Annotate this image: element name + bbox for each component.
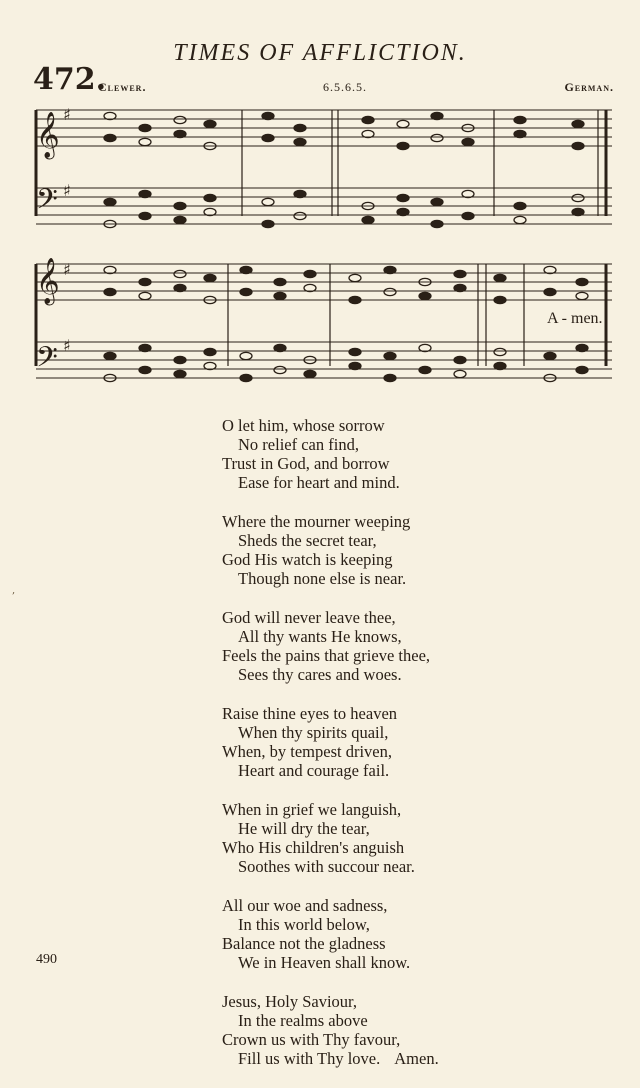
note-head xyxy=(454,356,466,363)
note-head xyxy=(304,370,316,377)
verse-line: Sheds the secret tear, xyxy=(238,531,377,550)
note-heads xyxy=(104,112,588,381)
note-head xyxy=(454,370,466,377)
note-head xyxy=(174,270,186,277)
note-head xyxy=(349,274,361,281)
note-head xyxy=(514,216,526,223)
note-head xyxy=(174,116,186,123)
verse-line: We in Heaven shall know. xyxy=(238,953,411,972)
note-head xyxy=(274,278,286,285)
key-signature-icon: ♯ xyxy=(63,336,71,355)
note-head xyxy=(419,366,431,373)
note-head xyxy=(572,142,584,149)
note-head xyxy=(240,374,252,381)
note-head xyxy=(397,208,409,215)
note-head xyxy=(262,198,274,205)
tune-source: German. xyxy=(564,80,614,94)
note-head xyxy=(304,270,316,277)
stanza xyxy=(222,512,439,588)
note-head xyxy=(544,288,556,295)
note-head xyxy=(494,362,506,369)
note-head xyxy=(349,348,361,355)
hymn-verses xyxy=(222,416,439,1088)
stanza xyxy=(222,416,439,492)
note-head xyxy=(294,124,306,131)
tune-meter: 6.5.6.5. xyxy=(323,80,367,94)
note-head xyxy=(204,120,216,127)
note-head xyxy=(397,194,409,201)
note-head xyxy=(514,202,526,209)
note-head xyxy=(494,348,506,355)
verse-line: Though none else is near. xyxy=(238,569,407,588)
note-head xyxy=(174,370,186,377)
note-head xyxy=(349,296,361,303)
note-head xyxy=(274,366,286,373)
note-head xyxy=(362,116,374,123)
note-head xyxy=(262,112,274,119)
note-head xyxy=(431,220,443,227)
note-head xyxy=(104,288,116,295)
verse-line: Where the mourner weeping xyxy=(222,512,411,531)
note-head xyxy=(262,220,274,227)
note-head xyxy=(139,124,151,131)
verse-line: Balance not the gladness xyxy=(222,934,386,953)
note-head xyxy=(294,190,306,197)
hymn-number: 472. xyxy=(33,62,107,97)
stanza xyxy=(222,704,439,780)
note-head xyxy=(576,366,588,373)
note-head xyxy=(397,142,409,149)
verse-line: All thy wants He knows, xyxy=(238,627,402,646)
note-head xyxy=(454,270,466,277)
treble-clef-icon: 𝄞 xyxy=(36,112,60,158)
verse-line: Sees thy cares and woes. xyxy=(238,665,402,684)
amen-music-label: A - men. xyxy=(547,310,603,327)
key-signature-icon: ♯ xyxy=(63,105,71,124)
note-head xyxy=(240,266,252,273)
note-head xyxy=(384,266,396,273)
key-signature-icon: ♯ xyxy=(63,260,71,279)
note-head xyxy=(494,296,506,303)
note-head xyxy=(104,352,116,359)
bass-clef-icon: 𝄢 xyxy=(36,183,58,223)
verse-line: In this world below, xyxy=(238,915,370,934)
note-head xyxy=(454,284,466,291)
note-head xyxy=(174,202,186,209)
note-head xyxy=(204,348,216,355)
verse-line: When thy spirits quail, xyxy=(238,723,389,742)
verse-line xyxy=(222,1049,439,1068)
note-head xyxy=(576,344,588,351)
note-head xyxy=(139,138,151,145)
note-head xyxy=(384,288,396,295)
music-score xyxy=(0,0,640,410)
note-head xyxy=(397,120,409,127)
verse-line: Feels the pains that grieve thee, xyxy=(222,646,431,665)
note-head xyxy=(240,352,252,359)
note-head xyxy=(204,274,216,281)
verse-line: Ease for heart and mind. xyxy=(238,473,400,492)
note-head xyxy=(419,292,431,299)
verse-line: Crown us with Thy favour, xyxy=(222,1030,401,1049)
note-head xyxy=(572,208,584,215)
treble-clef-icon: 𝄞 xyxy=(36,258,60,304)
note-head xyxy=(576,278,588,285)
note-head xyxy=(139,278,151,285)
verse-line: All our woe and sadness, xyxy=(222,896,388,915)
note-head xyxy=(274,344,286,351)
stray-mark: , xyxy=(12,585,16,596)
verse-line: Trust in God, and borrow xyxy=(222,454,390,473)
bass-clef-icon: 𝄢 xyxy=(36,341,58,381)
note-head xyxy=(240,288,252,295)
note-head xyxy=(362,216,374,223)
tune-name: Clewer. xyxy=(98,80,147,94)
note-head xyxy=(572,194,584,201)
verse-line: Who His children's anguish xyxy=(222,838,405,857)
verse-line: When in grief we languish, xyxy=(222,800,402,819)
verse-line: God His watch is keeping xyxy=(222,550,393,569)
note-head xyxy=(494,274,506,281)
note-head xyxy=(174,216,186,223)
stanza xyxy=(222,992,439,1068)
note-head xyxy=(274,292,286,299)
note-head xyxy=(139,190,151,197)
note-head xyxy=(139,366,151,373)
note-head xyxy=(174,130,186,137)
note-head xyxy=(262,134,274,141)
note-head xyxy=(294,212,306,219)
note-head xyxy=(349,362,361,369)
note-head xyxy=(174,284,186,291)
amen-text: Amen. xyxy=(394,1049,439,1068)
note-head xyxy=(462,138,474,145)
page-title: TIMES OF AFFLICTION. xyxy=(173,40,467,66)
note-head xyxy=(104,134,116,141)
note-head xyxy=(384,374,396,381)
stanza xyxy=(222,800,439,876)
note-head xyxy=(462,212,474,219)
verse-line: O let him, whose sorrow xyxy=(222,416,385,435)
verse-line: Soothes with succour near. xyxy=(238,857,415,876)
verse-line: When, by tempest driven, xyxy=(222,742,392,761)
note-head xyxy=(384,352,396,359)
note-head xyxy=(104,198,116,205)
verse-line: God will never leave thee, xyxy=(222,608,396,627)
verse-line: Jesus, Holy Saviour, xyxy=(222,992,358,1011)
page-number: 490 xyxy=(36,952,57,967)
verse-line: No relief can find, xyxy=(238,435,359,454)
note-head xyxy=(139,212,151,219)
note-head xyxy=(431,198,443,205)
note-head xyxy=(431,112,443,119)
note-head xyxy=(174,356,186,363)
stanza xyxy=(222,608,439,684)
note-head xyxy=(139,292,151,299)
verse-line-text: Fill us with Thy love. xyxy=(238,1049,381,1068)
verse-line: Raise thine eyes to heaven xyxy=(222,704,398,723)
staff-lines xyxy=(36,110,612,378)
verse-line: In the realms above xyxy=(238,1011,368,1030)
note-head xyxy=(572,120,584,127)
verse-line: He will dry the tear, xyxy=(238,819,370,838)
note-head xyxy=(204,194,216,201)
note-head xyxy=(544,352,556,359)
note-head xyxy=(514,116,526,123)
note-head xyxy=(139,344,151,351)
key-signature-icon: ♯ xyxy=(63,181,71,200)
note-head xyxy=(576,292,588,299)
note-head xyxy=(294,138,306,145)
note-head xyxy=(514,130,526,137)
note-head xyxy=(431,134,443,141)
verse-line: Heart and courage fail. xyxy=(238,761,390,780)
stanza xyxy=(222,896,439,972)
